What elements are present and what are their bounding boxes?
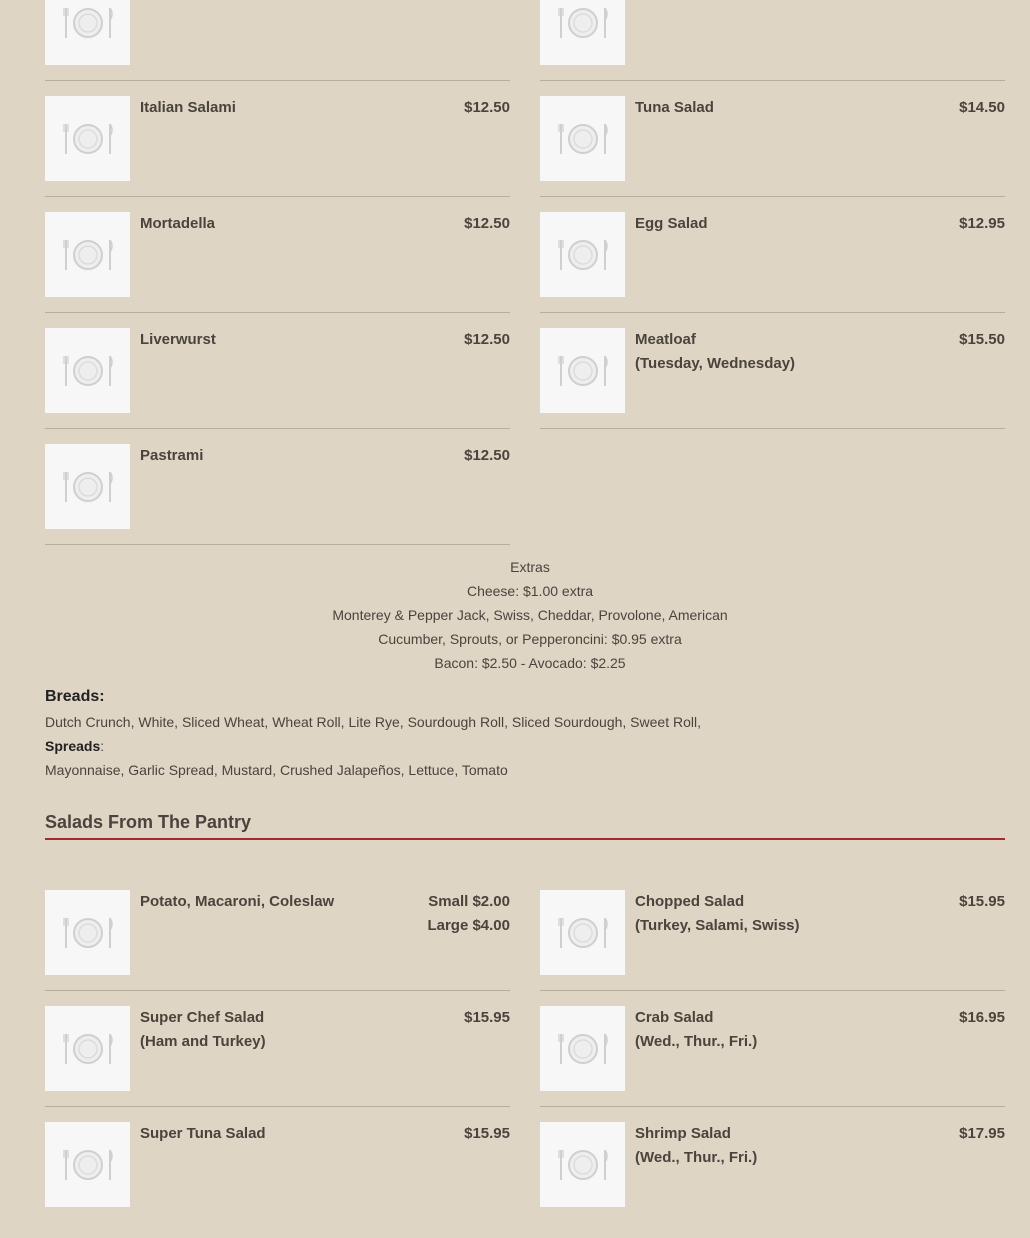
breads-list: Dutch Crunch, White, Sliced Wheat, Wheat Roll, Lite Rye, Sourdough Roll, Sliced Sourdough, Sweet Roll,	[45, 714, 701, 730]
item-price: $15.95	[464, 1009, 510, 1026]
menu-item[interactable]	[540, 96, 1005, 212]
menu-item[interactable]	[45, 890, 510, 1006]
item-name: Mortadella	[140, 215, 216, 232]
extras-cheese-list: Monterey & Pepper Jack, Swiss, Cheddar, Provolone, American	[332, 607, 728, 623]
plate-utensils-icon	[540, 96, 625, 181]
menu-item[interactable]	[540, 212, 1005, 328]
divider	[540, 196, 1005, 197]
extras-cheese: Cheese: $1.00 extra	[466, 583, 594, 599]
menu-item[interactable]	[45, 1122, 510, 1238]
extras-veg: Cucumber, Sprouts, or Pepperoncini: $0.95 extra	[378, 631, 682, 647]
divider	[45, 428, 510, 429]
item-price: $15.50	[959, 331, 1005, 348]
menu-item[interactable]	[45, 96, 510, 212]
divider	[540, 80, 1005, 81]
spreads-label: Spreads	[45, 738, 101, 754]
item-name: Pastrami	[140, 447, 204, 464]
item-price: $16.95	[959, 1009, 1005, 1026]
plate-utensils-icon	[45, 1122, 130, 1207]
divider	[540, 1106, 1005, 1107]
item-price: $12.50	[464, 99, 510, 116]
plate-utensils-icon	[45, 444, 130, 529]
menu-item[interactable]	[540, 1122, 1005, 1238]
menu-item[interactable]	[45, 1006, 510, 1122]
item-name: Egg Salad	[635, 215, 708, 232]
item-note: (Ham and Turkey)	[140, 1033, 266, 1050]
plate-utensils-icon	[540, 328, 625, 413]
menu-item[interactable]	[540, 1006, 1005, 1122]
item-note: (Tuesday, Wednesday)	[635, 355, 796, 372]
divider	[540, 990, 1005, 991]
item-name: Tuna Salad	[635, 99, 714, 116]
plate-utensils-icon	[45, 328, 130, 413]
item-price: $15.95	[959, 893, 1005, 910]
item-price: $12.95	[959, 215, 1005, 232]
extras-bacon-avocado: Bacon: $2.50 - Avocado: $2.25	[434, 655, 626, 671]
item-name: Super Chef Salad	[140, 1009, 265, 1026]
item-name: Meatloaf	[635, 331, 696, 348]
item-price: $12.50	[464, 331, 510, 348]
spreads-colon: :	[100, 738, 105, 754]
menu-item[interactable]	[45, 0, 510, 96]
menu-item[interactable]	[540, 0, 1005, 96]
item-price: $15.95	[464, 1125, 510, 1142]
divider	[45, 544, 510, 545]
divider	[45, 196, 510, 197]
extras-block	[20, 555, 1030, 675]
menu-item[interactable]	[540, 328, 1005, 444]
plate-utensils-icon	[540, 212, 625, 297]
menu-item[interactable]	[45, 328, 510, 444]
plate-utensils-icon	[540, 1122, 625, 1207]
spreads-label-line	[45, 734, 1005, 758]
item-name: Liverwurst	[140, 331, 216, 348]
item-note: (Wed., Thur., Fri.)	[635, 1033, 758, 1050]
plate-utensils-icon	[45, 96, 130, 181]
plate-utensils-icon	[45, 1006, 130, 1091]
item-note: (Turkey, Salami, Swiss)	[635, 917, 800, 934]
plate-utensils-icon	[540, 1006, 625, 1091]
item-price-large: Large $4.00	[427, 917, 510, 934]
item-name: Crab Salad	[635, 1009, 714, 1026]
divider	[45, 80, 510, 81]
divider	[540, 428, 1005, 429]
item-price: $17.95	[959, 1125, 1005, 1142]
plate-utensils-icon	[540, 890, 625, 975]
plate-utensils-icon	[540, 0, 625, 65]
menu-item[interactable]	[45, 212, 510, 328]
item-name: Italian Salami	[140, 99, 236, 116]
item-note: (Wed., Thur., Fri.)	[635, 1149, 758, 1166]
breads-heading: Breads:	[45, 688, 105, 705]
extras-title: Extras	[510, 559, 550, 575]
section-title-salads: Salads From The Pantry	[45, 812, 1005, 840]
divider	[540, 312, 1005, 313]
item-price: $12.50	[464, 447, 510, 464]
plate-utensils-icon	[45, 0, 130, 65]
divider	[45, 312, 510, 313]
item-name: Super Tuna Salad	[140, 1125, 266, 1142]
plate-utensils-icon	[45, 890, 130, 975]
item-name: Shrimp Salad	[635, 1125, 731, 1142]
breads-block	[45, 684, 1005, 782]
item-price: $12.50	[464, 215, 510, 232]
divider	[45, 1106, 510, 1107]
menu-item[interactable]	[45, 444, 510, 560]
item-price: $14.50	[959, 99, 1005, 116]
spreads-list: Mayonnaise, Garlic Spread, Mustard, Crushed Jalapeños, Lettuce, Tomato	[45, 762, 508, 778]
plate-utensils-icon	[45, 212, 130, 297]
divider	[45, 990, 510, 991]
item-name: Chopped Salad	[635, 893, 745, 910]
menu-item[interactable]	[540, 890, 1005, 1006]
item-price: Small $2.00	[428, 893, 510, 910]
item-name: Potato, Macaroni, Coleslaw	[140, 893, 335, 910]
